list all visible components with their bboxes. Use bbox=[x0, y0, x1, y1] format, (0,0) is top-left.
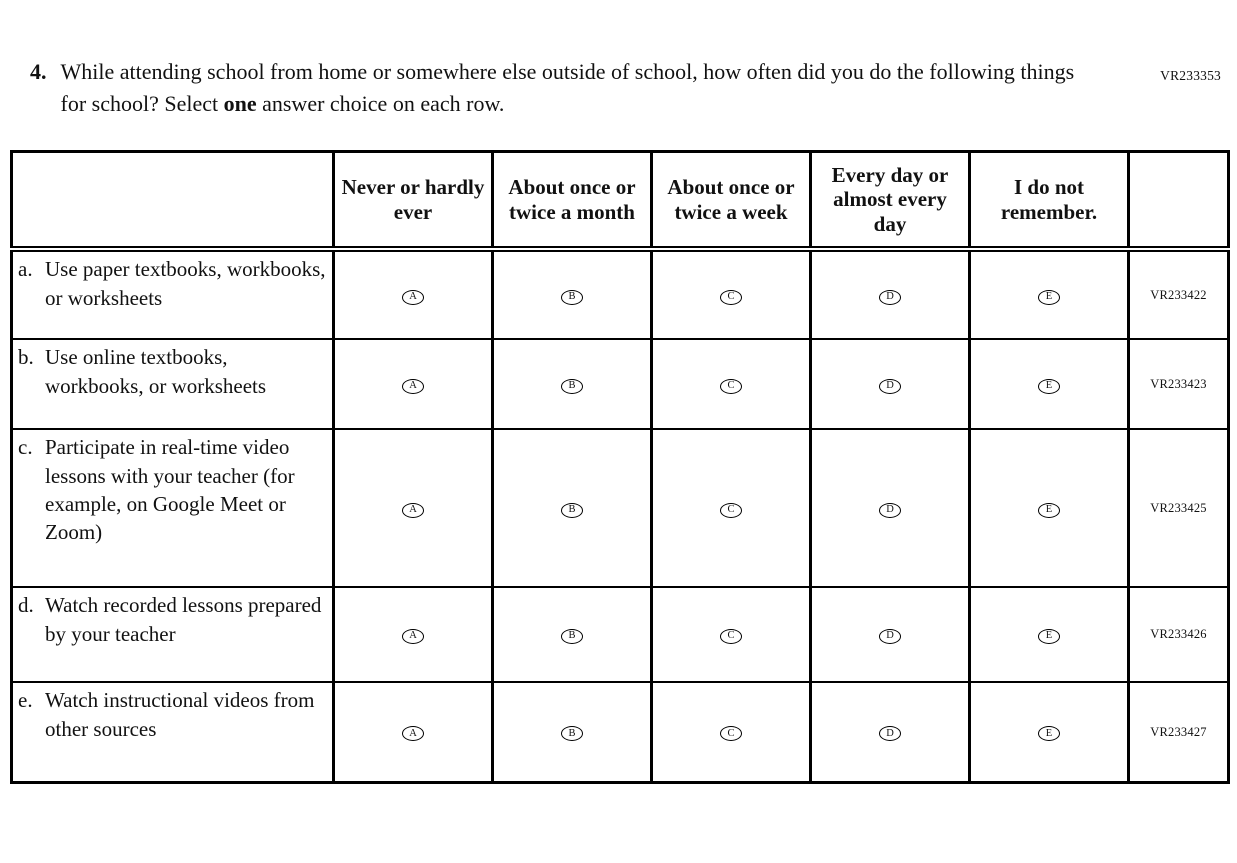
question-bold-word: one bbox=[223, 90, 257, 116]
question-number: 4. bbox=[30, 59, 47, 84]
row-letter: a. bbox=[18, 257, 33, 282]
option-cell bbox=[334, 249, 493, 339]
option-cell bbox=[652, 249, 811, 339]
row-label-cell bbox=[12, 429, 334, 587]
option-bubble-a[interactable]: A bbox=[402, 290, 424, 305]
table-row-c bbox=[12, 429, 1229, 587]
option-bubble-a[interactable]: A bbox=[402, 629, 424, 644]
row-letter: e. bbox=[18, 688, 33, 713]
option-cell bbox=[811, 682, 970, 782]
option-bubble-a[interactable]: A bbox=[402, 726, 424, 741]
option-cell bbox=[970, 249, 1129, 339]
option-cell bbox=[970, 339, 1129, 429]
option-bubble-d[interactable]: D bbox=[879, 379, 901, 394]
option-bubble-c[interactable]: C bbox=[720, 629, 742, 644]
row-label: Watch instructional videos from other sources bbox=[45, 688, 315, 741]
column-header-week: About once or twice a week bbox=[652, 151, 811, 249]
option-bubble-a[interactable]: A bbox=[402, 503, 424, 518]
frequency-table bbox=[10, 150, 1230, 784]
table-row-b bbox=[12, 339, 1229, 429]
option-bubble-b[interactable]: B bbox=[561, 290, 583, 305]
option-bubble-c[interactable]: C bbox=[720, 379, 742, 394]
form-code: VR233353 bbox=[1160, 68, 1221, 83]
question-text-end: answer choice on each row. bbox=[256, 90, 505, 116]
option-cell bbox=[334, 587, 493, 682]
option-cell bbox=[334, 339, 493, 429]
column-header-month: About once or twice a month bbox=[493, 151, 652, 249]
option-bubble-e[interactable]: E bbox=[1038, 503, 1060, 518]
option-bubble-c[interactable]: C bbox=[720, 503, 742, 518]
option-bubble-b[interactable]: B bbox=[561, 379, 583, 394]
option-cell bbox=[493, 682, 652, 782]
row-code: VR233422 bbox=[1129, 249, 1229, 339]
option-bubble-e[interactable]: E bbox=[1038, 629, 1060, 644]
option-bubble-c[interactable]: C bbox=[720, 290, 742, 305]
column-header-everyday: Every day or almost every day bbox=[811, 151, 970, 249]
row-label-cell bbox=[12, 339, 334, 429]
option-cell bbox=[970, 429, 1129, 587]
table-row-d bbox=[12, 587, 1229, 682]
option-cell bbox=[811, 429, 970, 587]
option-cell bbox=[652, 429, 811, 587]
option-cell bbox=[811, 339, 970, 429]
option-bubble-a[interactable]: A bbox=[402, 379, 424, 394]
question bbox=[30, 56, 1237, 120]
header-row bbox=[12, 151, 1229, 249]
header-stub bbox=[12, 151, 334, 249]
table-row-e bbox=[12, 682, 1229, 782]
option-bubble-c[interactable]: C bbox=[720, 726, 742, 741]
option-bubble-d[interactable]: D bbox=[879, 290, 901, 305]
row-letter: d. bbox=[18, 593, 34, 618]
option-bubble-b[interactable]: B bbox=[561, 503, 583, 518]
option-bubble-d[interactable]: D bbox=[879, 503, 901, 518]
option-cell bbox=[334, 682, 493, 782]
option-cell bbox=[334, 429, 493, 587]
option-cell bbox=[970, 587, 1129, 682]
table-row-a bbox=[12, 249, 1229, 339]
column-header-no-remember: I do not remember. bbox=[970, 151, 1129, 249]
option-cell bbox=[493, 339, 652, 429]
option-cell bbox=[970, 682, 1129, 782]
question-text bbox=[61, 56, 1081, 120]
row-label-cell bbox=[12, 587, 334, 682]
option-cell bbox=[811, 587, 970, 682]
option-bubble-e[interactable]: E bbox=[1038, 379, 1060, 394]
row-code: VR233423 bbox=[1129, 339, 1229, 429]
row-label: Use paper textbooks, workbooks, or worksheets bbox=[45, 257, 326, 310]
option-cell bbox=[493, 249, 652, 339]
option-cell bbox=[493, 587, 652, 682]
row-letter: b. bbox=[18, 345, 34, 370]
option-bubble-b[interactable]: B bbox=[561, 629, 583, 644]
row-code: VR233426 bbox=[1129, 587, 1229, 682]
option-cell bbox=[811, 249, 970, 339]
row-label-cell bbox=[12, 682, 334, 782]
option-bubble-d[interactable]: D bbox=[879, 726, 901, 741]
option-bubble-e[interactable]: E bbox=[1038, 726, 1060, 741]
row-letter: c. bbox=[18, 435, 33, 460]
row-code: VR233425 bbox=[1129, 429, 1229, 587]
row-label-cell bbox=[12, 249, 334, 339]
option-bubble-e[interactable]: E bbox=[1038, 290, 1060, 305]
option-cell bbox=[493, 429, 652, 587]
row-label: Use online textbooks, workbooks, or worksheets bbox=[45, 345, 267, 398]
column-header-never: Never or hardly ever bbox=[334, 151, 493, 249]
option-bubble-b[interactable]: B bbox=[561, 726, 583, 741]
question-text-start: While attending school from home or somewhere else outside of school, how often did you do the following things for school? Select bbox=[60, 59, 1075, 116]
option-bubble-d[interactable]: D bbox=[879, 629, 901, 644]
row-code: VR233427 bbox=[1129, 682, 1229, 782]
option-cell bbox=[652, 682, 811, 782]
header-code-stub bbox=[1129, 151, 1229, 249]
option-cell bbox=[652, 587, 811, 682]
row-label: Participate in real-time video lessons with your teacher (for example, on Google Meet or Zoom) bbox=[45, 435, 295, 545]
row-label: Watch recorded lessons prepared by your teacher bbox=[45, 593, 322, 646]
option-cell bbox=[652, 339, 811, 429]
